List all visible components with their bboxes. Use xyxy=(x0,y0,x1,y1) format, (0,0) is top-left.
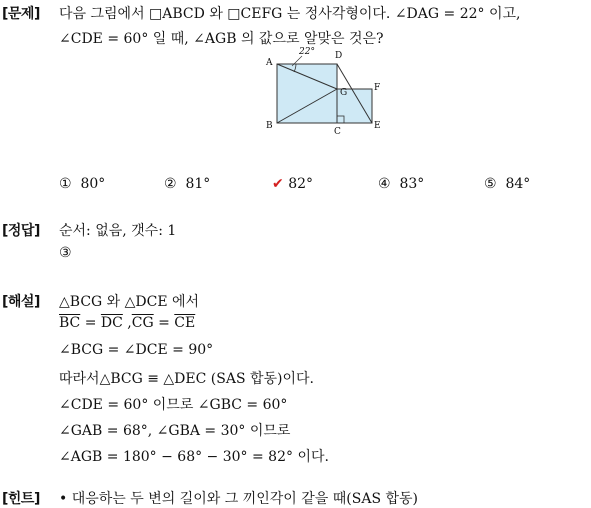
segment-bc: $\overline{BC}$ xyxy=(59,315,81,331)
point-g: G xyxy=(340,88,348,98)
point-a: A xyxy=(266,58,273,68)
checkmark-icon: ✔ xyxy=(272,176,284,192)
choice-value: 81° xyxy=(185,176,211,192)
choice-2[interactable] xyxy=(164,176,210,192)
solution-line-2: $\overline{BC} = \overline{DC}$ $,\overline{CG} = \overline{CE}$ xyxy=(59,315,196,331)
segment-ce: $\overline{CE}$ xyxy=(174,315,196,331)
choice-number: ④ xyxy=(378,176,391,192)
solution-label: [해설] xyxy=(2,294,40,310)
choice-value: 84° xyxy=(505,176,531,192)
answer-order-count: 순서: 없음, 갯수: 1 xyxy=(59,223,177,239)
choice-5[interactable] xyxy=(484,176,530,192)
choice-value: 83° xyxy=(399,176,425,192)
solution-line-7: ∠AGB = 180° − 68° − 30° = 82° 이다. xyxy=(59,449,329,465)
choice-value: 82° xyxy=(288,176,314,192)
square-abcd xyxy=(277,64,337,123)
segment-dc: $\overline{DC}$ xyxy=(100,315,123,331)
hint-label: [힌트] xyxy=(2,491,40,507)
geometry-figure xyxy=(262,46,392,138)
solution-line-5: ∠CDE = 60° 이므로 ∠GBC = 60° xyxy=(59,397,288,413)
solution-line-4: 따라서△BCG ≡ △DEC (SAS 합동)이다. xyxy=(59,371,314,387)
point-e: E xyxy=(374,121,381,131)
problem-label: [문제] xyxy=(2,6,40,22)
answer-choice: ③ xyxy=(59,245,72,261)
bullet-icon: • xyxy=(59,491,68,507)
hint-text xyxy=(59,488,418,508)
answer-label: [정답] xyxy=(2,223,40,239)
point-b: B xyxy=(266,121,273,131)
solution-line-1: △BCG 와 △DCE 에서 xyxy=(59,294,200,310)
problem-text-line1: 다음 그림에서 □ABCD 와 □CEFG 는 정사각형이다. ∠DAG = 22° 이고, xyxy=(59,6,521,22)
solution-line-6: ∠GAB = 68°, ∠GBA = 30° 이므로 xyxy=(59,423,291,439)
hint-content: 대응하는 두 변의 길이와 그 끼인각이 같을 때(SAS 합동) xyxy=(71,491,419,507)
segment-cg: $\overline{CG}$ xyxy=(131,315,154,331)
choice-3[interactable] xyxy=(272,176,313,192)
point-f: F xyxy=(374,83,381,93)
choice-number: ② xyxy=(164,176,177,192)
solution-line-3: ∠BCG = ∠DCE = 90° xyxy=(59,342,214,358)
point-c: C xyxy=(334,127,341,137)
problem-text-line2: ∠CDE = 60° 일 때, ∠AGB 의 값으로 알맞은 것은? xyxy=(59,31,384,47)
point-d: D xyxy=(335,51,343,61)
angle-label: 22° xyxy=(299,47,315,57)
choice-number: ⑤ xyxy=(484,176,497,192)
choice-value: 80° xyxy=(80,176,106,192)
choice-4[interactable] xyxy=(378,176,424,192)
choice-1[interactable] xyxy=(59,176,105,192)
choice-number: ① xyxy=(59,176,72,192)
